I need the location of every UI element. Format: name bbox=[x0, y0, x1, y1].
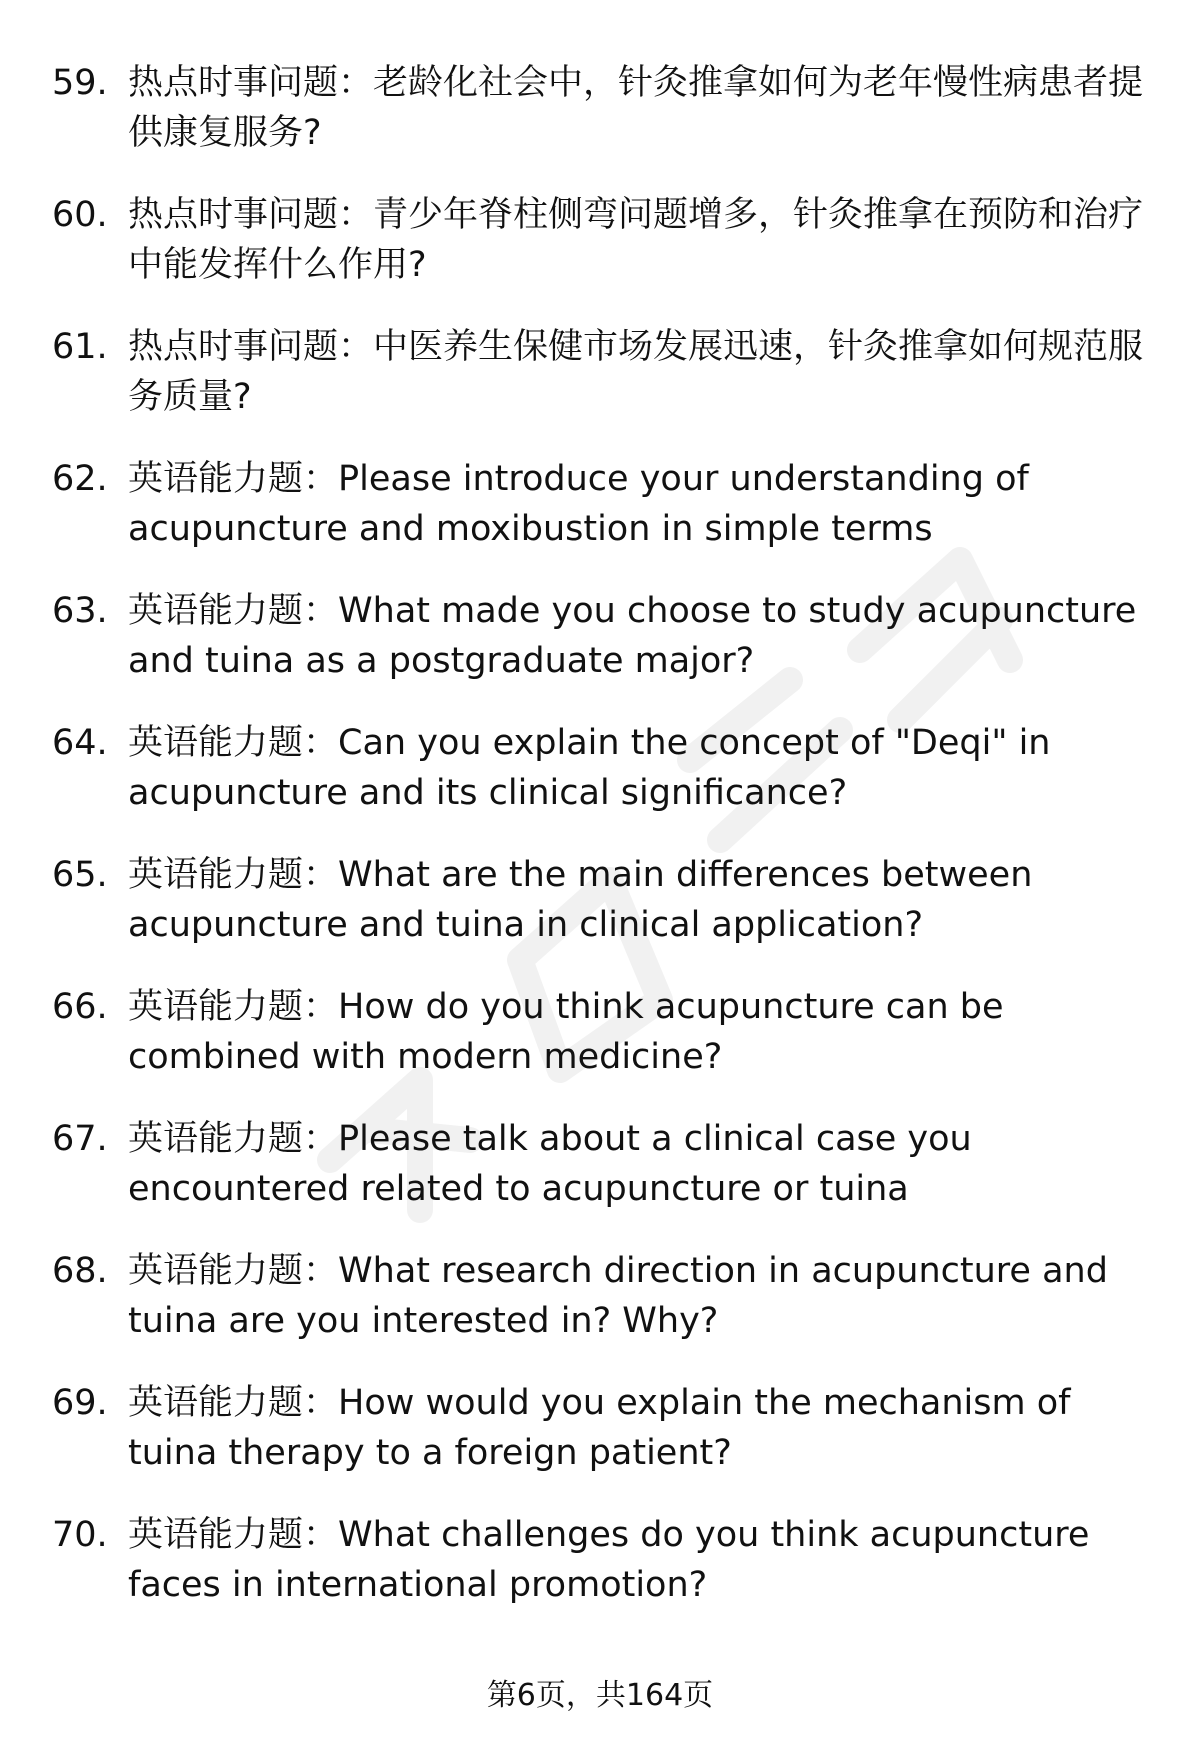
question-body: What research direction in acupuncture and tuina are you interested in? Why? bbox=[128, 1251, 1108, 1341]
question-text bbox=[128, 586, 1152, 686]
question-number: 66. bbox=[52, 987, 108, 1027]
question-item bbox=[52, 58, 1152, 190]
question-number: 68. bbox=[52, 1251, 108, 1291]
question-number: 65. bbox=[52, 855, 108, 895]
question-category: 英语能力题 bbox=[128, 1515, 304, 1555]
question-number: 67. bbox=[52, 1119, 108, 1159]
question-separator: ： bbox=[303, 987, 339, 1027]
question-item bbox=[52, 1246, 1152, 1378]
question-number: 70. bbox=[52, 1515, 108, 1555]
question-item bbox=[52, 982, 1152, 1114]
question-separator: ： bbox=[303, 1251, 339, 1291]
question-separator: ： bbox=[303, 1515, 339, 1555]
question-item bbox=[52, 322, 1152, 454]
question-category: 英语能力题 bbox=[128, 723, 304, 763]
question-text bbox=[128, 1378, 1152, 1478]
question-body: What are the main differences between acupuncture and tuina in clinical application? bbox=[128, 855, 1033, 945]
question-body: 老龄化社会中，针灸推拿如何为老年慢性病患者提供康复服务? bbox=[128, 63, 1144, 153]
question-category: 英语能力题 bbox=[128, 591, 304, 631]
question-number: 60. bbox=[52, 195, 108, 235]
question-category: 热点时事问题 bbox=[128, 195, 339, 235]
question-item bbox=[52, 1378, 1152, 1510]
question-text bbox=[128, 1510, 1152, 1610]
question-separator: ： bbox=[303, 723, 339, 763]
question-separator: ： bbox=[303, 1383, 339, 1423]
question-body: How do you think acupuncture can be combined with modern medicine? bbox=[128, 987, 1004, 1077]
question-body: What made you choose to study acupuncture and tuina as a postgraduate major? bbox=[128, 591, 1137, 681]
question-category: 英语能力题 bbox=[128, 1383, 304, 1423]
question-body: What challenges do you think acupuncture faces in international promotion? bbox=[128, 1515, 1090, 1605]
question-text bbox=[128, 982, 1152, 1082]
question-body: Please talk about a clinical case you encountered related to acupuncture or tuina bbox=[128, 1119, 972, 1209]
question-text bbox=[128, 850, 1152, 950]
question-item bbox=[52, 190, 1152, 322]
question-separator: ： bbox=[303, 459, 339, 499]
question-text bbox=[128, 1114, 1152, 1214]
question-number: 59. bbox=[52, 63, 108, 103]
question-separator: ： bbox=[338, 327, 374, 367]
question-text bbox=[128, 718, 1152, 818]
question-text bbox=[128, 58, 1152, 158]
question-text bbox=[128, 322, 1152, 422]
question-separator: ： bbox=[303, 1119, 339, 1159]
question-number: 69. bbox=[52, 1383, 108, 1423]
question-category: 英语能力题 bbox=[128, 855, 304, 895]
question-separator: ： bbox=[338, 63, 374, 103]
question-item bbox=[52, 586, 1152, 718]
question-text bbox=[128, 190, 1152, 290]
question-separator: ： bbox=[303, 591, 339, 631]
question-category: 英语能力题 bbox=[128, 1119, 304, 1159]
question-separator: ： bbox=[303, 855, 339, 895]
question-item bbox=[52, 1114, 1152, 1246]
question-category: 英语能力题 bbox=[128, 987, 304, 1027]
question-item bbox=[52, 454, 1152, 586]
question-item bbox=[52, 850, 1152, 982]
question-body: 中医养生保健市场发展迅速，针灸推拿如何规范服务质量? bbox=[128, 327, 1144, 417]
page-number-footer: 第6页，共164页 bbox=[486, 1678, 714, 1713]
question-body: 青少年脊柱侧弯问题增多，针灸推拿在预防和治疗中能发挥什么作用? bbox=[128, 195, 1144, 285]
question-body: Can you explain the concept of "Deqi" in acupuncture and its clinical significance? bbox=[128, 723, 1051, 813]
question-body: How would you explain the mechanism of tuina therapy to a foreign patient? bbox=[128, 1383, 1071, 1473]
question-category: 热点时事问题 bbox=[128, 327, 339, 367]
question-item bbox=[52, 718, 1152, 850]
question-body: Please introduce your understanding of acupuncture and moxibustion in simple terms bbox=[128, 459, 1029, 549]
question-category: 英语能力题 bbox=[128, 1251, 304, 1291]
question-number: 62. bbox=[52, 459, 108, 499]
question-item bbox=[52, 1510, 1152, 1642]
question-number: 64. bbox=[52, 723, 108, 763]
question-category: 热点时事问题 bbox=[128, 63, 339, 103]
question-text bbox=[128, 454, 1152, 554]
question-text bbox=[128, 1246, 1152, 1346]
question-number: 61. bbox=[52, 327, 108, 367]
question-category: 英语能力题 bbox=[128, 459, 304, 499]
question-separator: ： bbox=[338, 195, 374, 235]
question-list bbox=[52, 58, 1152, 1642]
question-number: 63. bbox=[52, 591, 108, 631]
